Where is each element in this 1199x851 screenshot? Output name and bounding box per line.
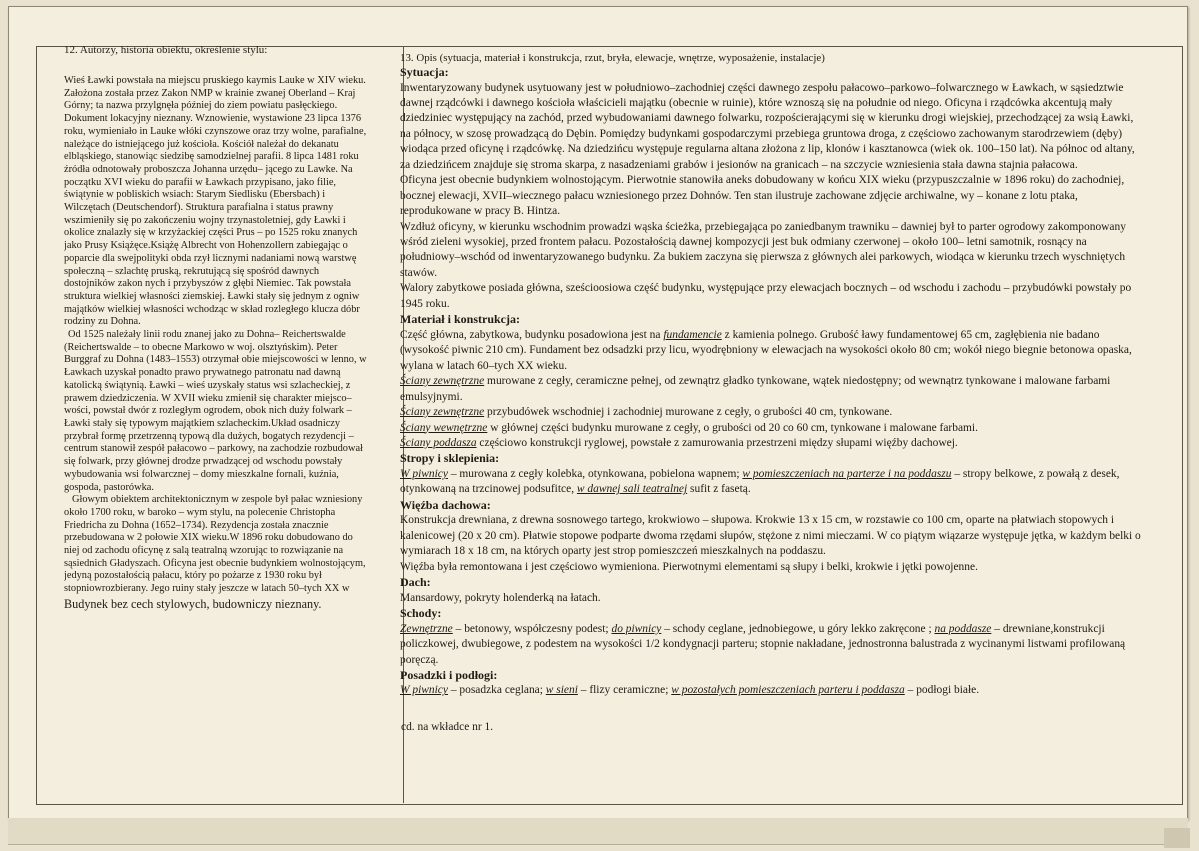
schody-paragraph: Zewnętrzne – betonowy, współczesny podest; do piwnicy – schody ceglane, jednobiegowe, u góry lekko zakręcone ; na poddasze – drewniane,konstrukcji policzkowej, dwubiegowe, z podestem na wysokości 1/2 kondygnacji parteru; stopnie nakładane, jednostronna balustrada z wycinanymi listwami profilowaną poręczą. <box>400 622 1126 666</box>
stropy-paragraph: W piwnicy – murowana z cegły kolebka, otynkowana, pobielona wapnem; w pomieszczeniach na parterze i na poddaszu – stropy belkowe, z powałą z desek, otynkowaną na trzcinowej podsufitce, w dawnej sali teatralnej sufit z fasetą. <box>400 467 1120 496</box>
section-heading-material: Materiał i konstrukcja: <box>400 312 520 327</box>
sytuacja-paragraph: Walory zabytkowe posiada główna, sześcioosiowa część budynku, występujące przy elewacjach bocznych – od wschodu i zachodu – przybudówki powstały po 1945 roku. <box>400 282 1132 310</box>
history-paragraph: Głowym obiektem architektonicznym w zespole był pałac wzniesiony około 1700 roku, w baroko – wym stylu, na polecenie Christopha Friedricha zu Dohna (1652–1734). Rezydencja została znacznie przebudowana w 2 połowie XIX wieku.W 1896 roku dobudowano do niej od zachodu oficynę z salą teatralną wzorując to rozwiązanie na sąsiednich Gładyszach. Oficyna jest obecnie budynkiem wolnostojącym, jedyną pozostałością pałacu, który po pożarze z 1930 roku był stopniowrozbierany. Jego ruiny stały jeszcze w latach 50–tych XX w <box>64 494 366 595</box>
posadzki-paragraph: W piwnicy – posadzka ceglana; w sieni – flizy ceramiczne; w pozostałych pomieszczeniach parteru i poddasza – podłogi białe. <box>400 684 980 697</box>
material-paragraph: Ściany zewnętrzne murowane z cegły, ceramiczne pełnej, od zewnątrz gładko tynkowane, wątek niedostępny; od wewnątrz tynkowane i malowane farbami emulsyjnymi. <box>400 375 1111 403</box>
section-heading-posadzki: Posadzki i podłogi: <box>400 667 498 682</box>
description-title: 13. Opis (sytuacja, materiał i konstrukcja, rzut, bryła, elewacje, wnętrze, wyposażenie, instalacje) <box>400 52 825 64</box>
scan-corner <box>1164 828 1190 848</box>
section-heading-dach: Dach: <box>400 575 431 590</box>
sytuacja-paragraph: Inwentaryzowany budynek usytuowany jest w południowo–zachodniej części dawnego zespołu pałacowo–parkowo–folwarcznego w Ławkach, w sąsiedztwie dawnej rządcówki i dawnego kościoła właścicieli majątku (obecnie w ruinie), które wznoszą się na południe od niego. Oficyna i rządcówka akcentują mały dziedziniec występujący na zachód, przed wybudowaniami dawnego folwarku, rozpościerającymi się w kierunku drogi wiejskiej, przechodzącej za wsią Ławki, na północy, w szosę prowadzącą do Dębin. Pomiędzy budynkami gospodarczymi przebiega gruntowa droga, z częściowo zachowanym starodrzewiem (dęby) wiodąca przed oficynę i rządcówkę. Na dziedzińcu występuje regularna altana złożona z lip, klonów i kasztanowca (wiek ok. 100–150 lat). Na północ od altany, za dziedzińcem znajduje się stroma skarpa, z nasadzeniami grabów i jesionów na granicach – na szczycie wzniesienia stała dawna stajnia pałacowa. <box>400 81 1135 171</box>
section-heading-schody: Schody: <box>400 606 442 621</box>
sytuacja-paragraph: Wzdłuż oficyny, w kierunku wschodnim prowadzi wąska ścieżka, przebiegająca po zaniedbanym trawniku – dawniej był to parter ogrodowy zakomponowany wśród zieleni wysokiej, przed frontem pałacu. Pozostałością dawnej kompozycji jest buk odmiany czerwonej – około 100– letni samotnik, rosnący na południowy–wschód od inwentaryzowanego budynku. Za bukiem zaczyna się pierwsza z głównych alei parkowych, wiodąca w kierunku trzech wyschniętych stawów. <box>400 220 1126 279</box>
history-paragraph: Od 1525 należały linii rodu znanej jako zu Dohna– Reichertswalde (Reichertswalde – to obecne Markowo w woj. olsztyńskim). Peter Burggraf zu Dohna (1483–1553) otrzymał obie miejscowości w lenno, w Ławkach uzyskał ponadto prawo prywatnego patronatu nad dawną katolicką świątynią. Ławki – wieś uzyskały status wsi szlacheckiej, z prawem dziedziczenia. W XVII wieku zmienił się charakter miejsco– wości, powstał dwór z rozległym ogrodem, obok nich duży folwark – Ławki stały się typowym majątkiem szlacheckim.Układ osadniczy przybrał formę przetrzenną typową dla dużych, bogatych rezydencji – centrum stanowił zespół pałacowo – parkowy, na zachodzie rozbudował się folwark, przy głównej drodze prwadzącej od wschodu powstały wybudowania wsi folwarcznej – domy mieszkalne fornali, kuźnia, gospoda, pastorówka. <box>64 329 367 493</box>
wiezba-paragraph: Konstrukcja drewniana, z drewna sosnowego tartego, krokwiowo – słupowa. Krokwie 13 x 15 cm, w rozstawie co 100 cm, oparte na płatwiach stopowych i kalenicowej (20 x 20 cm). Płatwie stopowe podparte dwoma rzędami słupów, stężone z nimi mieczami. W co piątym wiązarze występuje jętka, w każdym belki o wymiarach 18 x 18 cm, na których oparty jest strop pomieszczeń mieszkalnych na poddaszu. <box>400 514 1141 558</box>
history-body <box>64 75 370 611</box>
wiezba-paragraph: Więźba była remontowana i jest częściowo wymieniona. Pierwotnymi elementami są słupy i belki, krokwie i jętki powojenne. <box>400 560 978 573</box>
material-paragraph: Część główna, zabytkowa, budynku posadowiona jest na fundamencie z kamienia polnego. Grubość ławy fundamentowej 65 cm, zagłębienia nie badano (wysokość piwnic 210 cm). Fundament bez odsadzki przy licu, wyodrębniony w elewacjach na wysokości około 80 cm; wokół niego biegnie betonowa opaska, wylana w latach 60–tych XX wieku. <box>400 328 1132 372</box>
page-bottom-edge <box>8 818 1188 845</box>
history-title: 12. Autorzy, historia obiektu, określenie stylu: <box>64 44 268 56</box>
material-paragraph: Ściany zewnętrzne przybudówek wschodniej i zachodniej murowane z cegły, o grubości 40 cm, tynkowane. <box>400 406 893 419</box>
material-paragraph: Ściany poddasza częściowo konstrukcji ryglowej, powstałe z zamurowania przestrzeni między słupami więźby dachowej. <box>400 436 958 449</box>
dach-paragraph: Mansardowy, pokryty holenderką na łatach. <box>400 591 601 604</box>
history-paragraph: Wieś Ławki powstała na miejscu pruskiego kaymis Lauke w XIV wieku. Założona została przez Zakon NMP w krainie zwanej Oberland – Kraj Górny; ta nazwa przylgnęła później do ziem powiatu pasłęckiego. Dokument lokacyjny nieznany. Wznowienie, wystawione 23 lipca 1376 roku, wymieniało in Lauke włóki czynszowe oraz trzy wolne, parafialne, należące do istniejącego już kościoła. Kościół należał do dekanatu elbląskiego, stanowiąc siedzibę samodzielnej parafii. 8 lipca 1481 roku źródła odnotowały proboszcza Johanna urzędu– jącego zu Lawke. Na początku XVI wieku do parafii w Ławkach przypisano, jako filie, świątynie w pobliskich wsiach: Starym Siedlisku (Ebersbach) i Wilczętach (Deutschendorf). Struktura parafialna i status prawny wszimieniły się po zakończeniu wojny trzynastoletniej, gdy Ławki i okolice znalazły się w krzyżackiej części Prus – po 1525 roku znanych jako Prusy Książęce.Książę Albrecht von Hohenzollern zabiegając o poparcie dla swejpolityki obda rzył licznymi nadaniami nową warstwę społeczną – szlachtę pruską, rekrutującą się spośród dawnych dostojników zakon nych i przybyszów z głębi Niemiec. Tak powstała struktura wielkiej własności ziemskiej. Ławki stały się jednym z ogniw majątków wielkiej własności wchodząc w skład rozległego klucza dóbr rodziny zu Dohna. <box>64 75 367 328</box>
style-summary: Budynek bez cech stylowych, budowniczy nieznany. <box>64 596 322 611</box>
continued-note: cd. na wkładce nr 1. <box>401 720 494 733</box>
section-heading-wiezba: Więźba dachowa: <box>400 497 491 512</box>
section-heading-sytuacja: Sytuacja: <box>400 65 449 79</box>
sytuacja-paragraph: Oficyna jest obecnie budynkiem wolnostojącym. Pierwotnie stanowiła aneks dobudowany w końcu XIX wieku (przypuszczalnie w 1896 roku) do zachodniej, bocznej elewacji, XVII–wiecznego pałacu wzniesionego przez Dohnów. Ten stan ilustruje zachowane zdjęcie archiwalne, wy – konane z lotu ptaka, reprodukowane w pracy B. Hintza. <box>400 174 1125 218</box>
description-column <box>400 51 1144 796</box>
section-heading-stropy: Stropy i sklepienia: <box>400 451 500 466</box>
history-column <box>64 43 370 678</box>
material-paragraph: Ściany wewnętrzne w głównej części budynku murowane z cegły, o grubości od 20 co 60 cm, tynkowane i malowane farbami. <box>400 421 978 434</box>
